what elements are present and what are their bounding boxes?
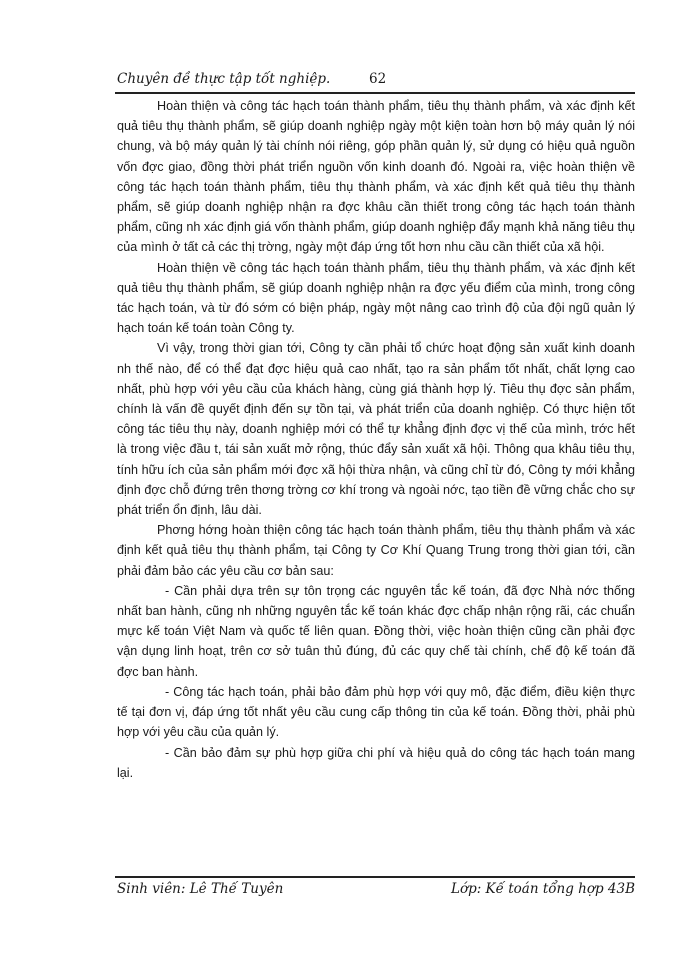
list-item: - Cần phải dựa trên sự tôn trọng các nguyên tắc kế toán, đã đợc Nhà nớc thống nhất ban hành, cũng nh những nguyên tắc kế toán khác đợc chấp nhận rộng rãi, các chuẩn mực kế toán Việt Nam và quốc tế liên quan. Đồng thời, việc hoàn thiện cũng cần phải đợc vận dụng linh hoạt, trên cơ sở tuân thủ đúng, đủ các quy chế tài chính, chế độ kế toán đã đợc ban hành. (117, 583, 635, 679)
header-title: Chuyên đề thực tập tốt nghiệp. (117, 71, 331, 87)
footer-class: Lớp: Kế toán tổng hợp 43B (450, 881, 635, 897)
page-number: 62 (369, 71, 387, 87)
paragraph: Vì vậy, trong thời gian tới, Công ty cần phải tổ chức hoạt động sản xuất kinh doanh nh thế nào, để có thể đạt đợc hiệu quả cao nhất, tạo ra sản phẩm tốt nhất, chất lợng cao nhất, phù hợp với yêu cầu của khách hàng, cùng giá thành hợp lý. Tiêu thụ đợc sản phẩm, chính là vấn đề quyết định đến sự tồn tại, và phát triển của doanh nghiệp. Có thực hiện tốt công tác tiêu thụ này, doanh nghiệp mới có thể tự khẳng định đợc vị thế của mình, trớc hết là trong việc đầu t, tái sản xuất mở rộng, thúc đẩy sản xuất xã hội. Thông qua khâu tiêu thụ, tính hữu ích của sản phẩm mới đợc xã hội thừa nhận, và cũng chỉ từ đó, Công ty mới khẳng định đợc chỗ đứng trên thơng trờng cơ khí trong và ngoài nớc, tạo tiền đề vững chắc cho sự phát triển ổn định, lâu dài. (117, 341, 635, 518)
page-header (117, 70, 635, 88)
footer-student: Sinh viên: Lê Thế Tuyên (117, 881, 284, 897)
paragraph: Hoàn thiện về công tác hạch toán thành phẩm, tiêu thụ thành phẩm, và xác định kết quả tiêu thụ thành phẩm, sẽ giúp doanh nghiệp nhận ra đợc yếu điểm của mình, trong công tác hạch toán, và từ đó sớm có biện pháp, ngày một nâng cao trình độ của đội ngũ quản lý hạch toán kế toán toàn Công ty. (117, 260, 635, 336)
list-item: - Công tác hạch toán, phải bảo đảm phù hợp với quy mô, đặc điểm, điều kiện thực tế tại đơn vị, đáp ứng tốt nhất yêu cầu cung cấp thông tin của kế toán. Đồng thời, phải phù hợp với yêu cầu của quản lý. (117, 684, 635, 740)
paragraph: Hoàn thiện và công tác hạch toán thành phẩm, tiêu thụ thành phẩm, và xác định kết quả tiêu thụ thành phẩm, sẽ giúp doanh nghiệp ngày một kiện toàn hơn bộ máy quản lý nói chung, và bộ máy quản lý tài chính nói riêng, góp phần quản lý, sử dụng có hiệu quả nguồn vốn đợc giao, đồng thời phát triển nguồn vốn kinh doanh đó. Ngoài ra, việc hoàn thiện về công tác hạch toán thành phẩm, tiêu thụ thành phẩm, và xác định kết quả tiêu thụ thành phẩm, sẽ giúp doanh nghiệp nhận ra đợc khâu cần thiết trong công tác hạch toán thành phẩm, cũng nh xác định giá vốn thành phẩm, giúp doanh nghiệp đẩy mạnh khả năng tiêu thụ của mình ở tất cả các thị trờng, ngày một đáp ứng tốt hơn nhu cầu cần thiết của xã hội. (117, 99, 635, 255)
page-footer (117, 880, 635, 898)
document-body (117, 96, 635, 783)
list-item: - Cần bảo đảm sự phù hợp giữa chi phí và hiệu quả do công tác hạch toán mang lại. (117, 745, 635, 780)
footer-divider (115, 876, 635, 878)
paragraph: Phơng hớng hoàn thiện công tác hạch toán thành phẩm, tiêu thụ thành phẩm và xác định kết quả tiêu thụ thành phẩm, tại Công ty Cơ Khí Quang Trung trong thời gian tới, cần phải đảm bảo các yêu cầu cơ bản sau: (117, 523, 635, 578)
header-divider (115, 92, 635, 94)
